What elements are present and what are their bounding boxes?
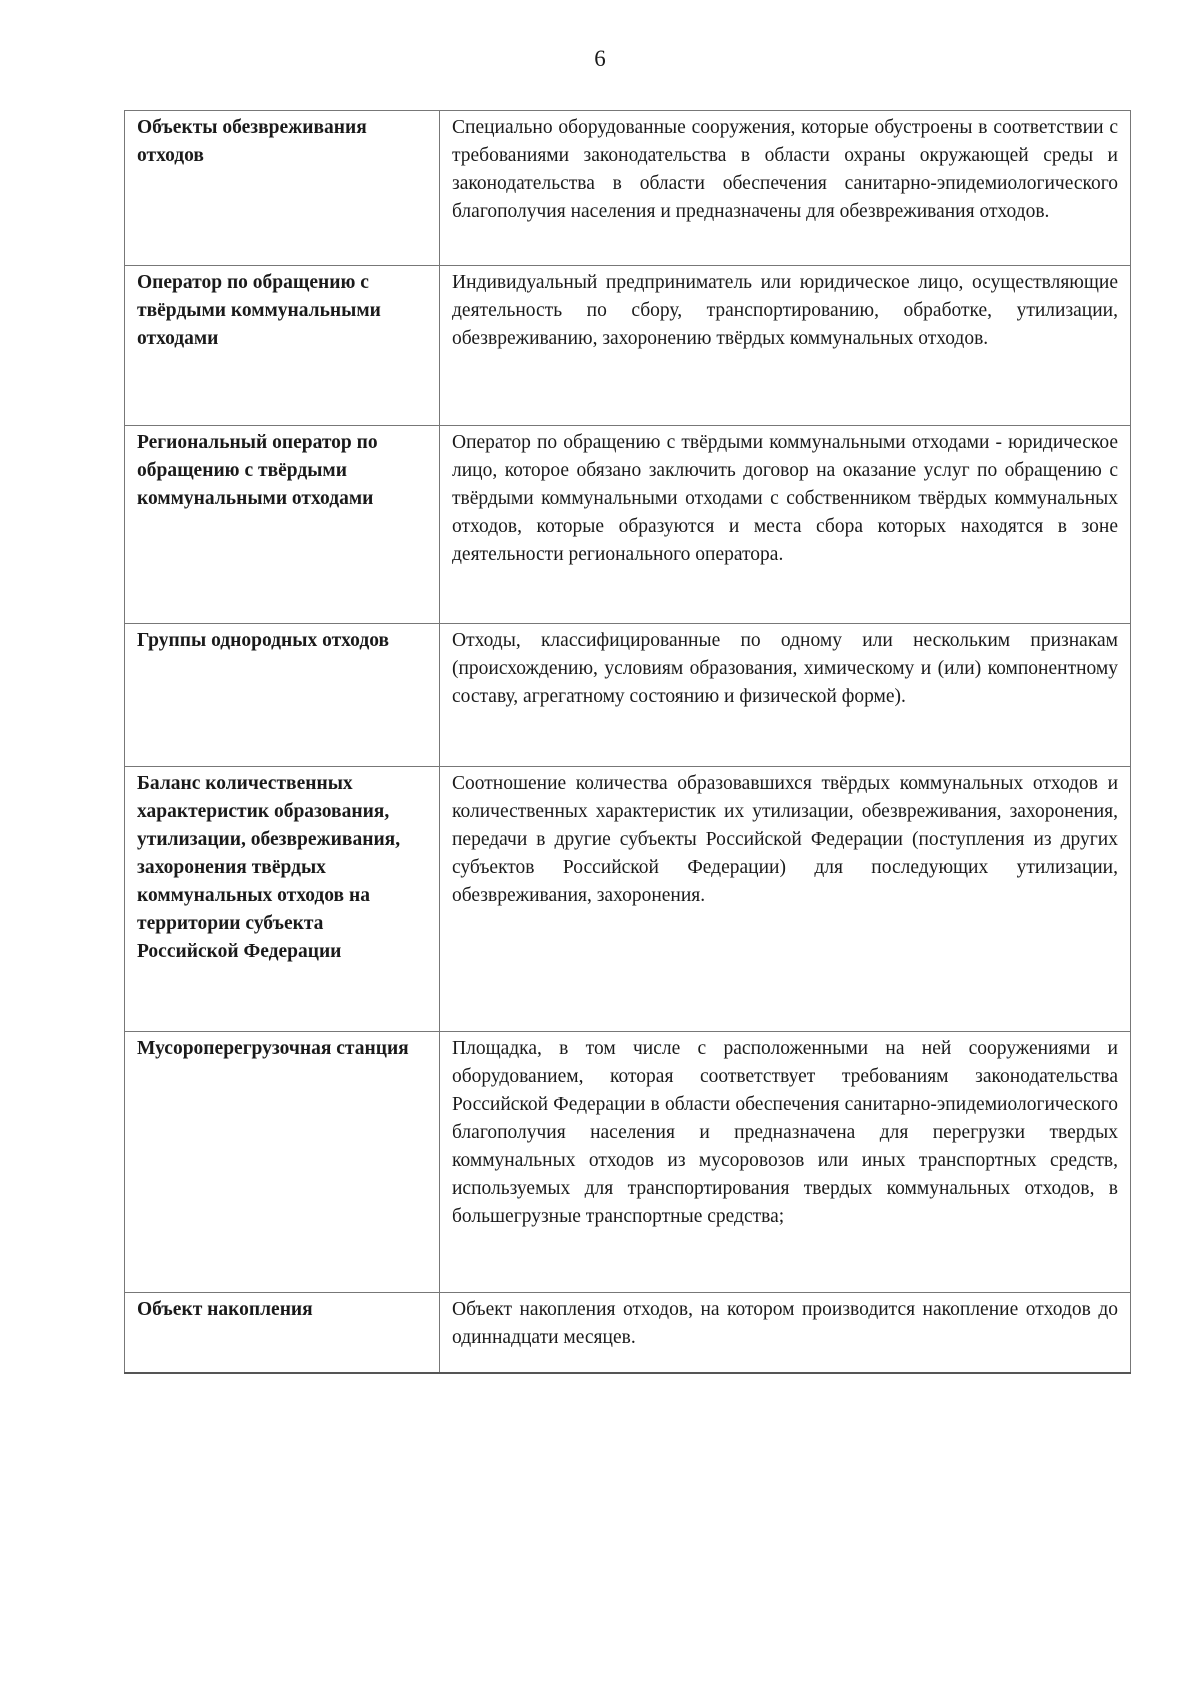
table-row [125, 1293, 1131, 1373]
term-cell: Группы однородных отходов [125, 624, 440, 767]
term-cell: Объект накопления [125, 1293, 440, 1373]
table-row [125, 767, 1131, 1032]
definition-cell: Соотношение количества образовавшихся твёрдых коммунальных отходов и количественных характеристик их утилизации, обезвреживания, захоронения, передачи в другие субъекты Российской Федерации (поступления из других субъектов Российской Федерации) для последующих утилизации, обезвреживания, захоронения. [440, 767, 1131, 1032]
definition-cell: Оператор по обращению с твёрдыми коммунальными отходами - юридическое лицо, которое обязано заключить договор на оказание услуг по обращению с твёрдыми коммунальными отходами с собственником твёрдых коммунальных отходов, которые образуются и места сбора которых находятся в зоне деятельности регионального оператора. [440, 426, 1131, 624]
term-cell: Региональный оператор по обращению с твёрдыми коммунальными отходами [125, 426, 440, 624]
table-row [125, 426, 1131, 624]
table-row [125, 624, 1131, 767]
definition-cell: Площадка, в том числе с расположенными на ней сооружениями и оборудованием, которая соответствует требованиям законодательства Российской Федерации в области обеспечения санитарно-эпидемиологического благополучия населения и предназначена для перегрузки твердых коммунальных отходов из мусоровозов или иных транспортных средств, используемых для транспортирования твердых коммунальных отходов, в большегрузные транспортные средства; [440, 1032, 1131, 1293]
definition-cell: Специально оборудованные сооружения, которые обустроены в соответствии с требованиями законодательства в области охраны окружающей среды и законодательства в области обеспечения санитарно-эпидемиологического благополучия населения и предназначены для обезвреживания отходов. [440, 111, 1131, 266]
table-row [125, 266, 1131, 426]
definition-cell: Индивидуальный предприниматель или юридическое лицо, осуществляющие деятельность по сбору, транспортированию, обработке, утилизации, обезвреживанию, захоронению твёрдых коммунальных отходов. [440, 266, 1131, 426]
definition-cell: Отходы, классифицированные по одному или нескольким признакам (происхождению, условиям образования, химическому и (или) компонентному составу, агрегатному состоянию и физической форме). [440, 624, 1131, 767]
term-cell: Мусороперегрузочная станция [125, 1032, 440, 1293]
term-cell: Баланс количественных характеристик образования, утилизации, обезвреживания, захоронения твёрдых коммунальных отходов на территории субъекта Российской Федерации [125, 767, 440, 1032]
definitions-table [124, 110, 1131, 1374]
term-cell: Объекты обезвреживания отходов [125, 111, 440, 266]
table-row [125, 1032, 1131, 1293]
definition-cell: Объект накопления отходов, на котором производится накопление отходов до одиннадцати месяцев. [440, 1293, 1131, 1373]
table-row [125, 111, 1131, 266]
page-number: 6 [594, 46, 606, 71]
term-cell: Оператор по обращению с твёрдыми коммунальными отходами [125, 266, 440, 426]
